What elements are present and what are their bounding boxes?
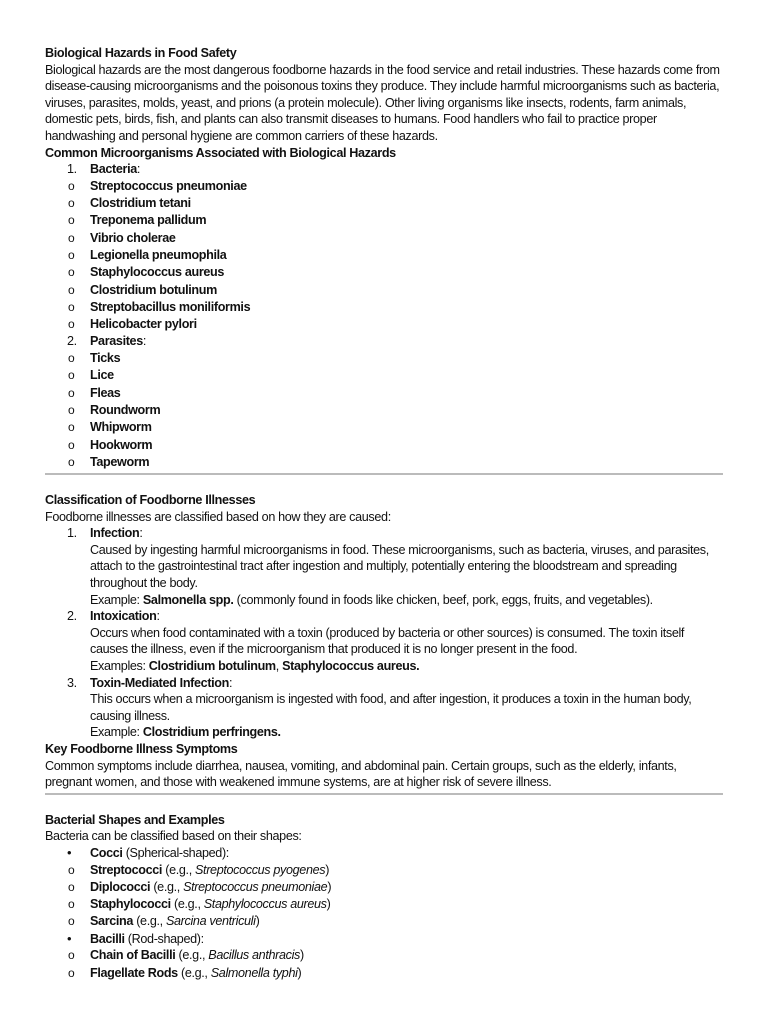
- bullet-mark: o: [68, 862, 75, 877]
- item-text: Treponema pallidum: [90, 213, 207, 228]
- item-text: Ticks: [90, 351, 121, 366]
- section-title: Biological Hazards in Food Safety: [45, 46, 237, 60]
- bullet-mark: •: [67, 844, 72, 860]
- bullet-mark: o: [68, 178, 75, 193]
- list-item: [0, 419, 723, 436]
- item-text: Tapeworm: [90, 454, 150, 469]
- bullet-mark: o: [68, 437, 75, 452]
- colon: :: [156, 609, 160, 624]
- list-label-desc: (Spherical-shaped):: [122, 845, 229, 860]
- list-label: Parasites: [90, 334, 143, 349]
- list-item: [0, 947, 723, 964]
- list-item-infection: [45, 525, 723, 608]
- bullet-mark: o: [68, 317, 75, 332]
- list-label: Bacteria: [90, 162, 137, 177]
- list-item-cocci: [45, 845, 723, 862]
- list-item-intoxication: [45, 608, 723, 674]
- list-item-bacteria: [45, 161, 723, 178]
- item-name: Chain of Bacilli: [90, 948, 176, 963]
- colon: :: [139, 526, 143, 541]
- section-classification: [45, 492, 723, 791]
- item-close: ): [299, 948, 304, 963]
- bullet-mark: o: [68, 368, 75, 383]
- item-example: Streptococcus pyogenes: [195, 862, 326, 877]
- section-intro: Biological hazards are the most dangerous foodborne hazards in the food service and retail industries. These hazards come from disease-causing microorganisms and the poisonous toxins they produce. They include harmful microorganisms such as bacteria, viruses, parasites, molds, yeast, and prions (a protein molecule). Other living organisms like insects, rodents, farm animals, domestic pets, birds, fish, and plants can also transmit diseases to humans. Food handlers who fail to practice proper handwashing and personal hygiene are common carriers of these hazards.: [45, 62, 720, 143]
- list-item: [0, 195, 723, 212]
- bullet-mark: o: [68, 914, 75, 929]
- item-eg: (e.g.,: [133, 914, 166, 929]
- item-eg: (e.g.,: [150, 879, 184, 894]
- list-label: Toxin-Mediated Infection: [90, 675, 229, 690]
- list-item: [0, 879, 723, 896]
- bullet-mark: o: [68, 385, 75, 400]
- item-name: Staphylococci: [90, 897, 171, 912]
- bullet-mark: o: [68, 897, 75, 912]
- item-text: Fleas: [90, 385, 121, 400]
- item-text: Vibrio cholerae: [90, 230, 176, 245]
- example-prefix: Example:: [90, 592, 143, 607]
- item-description: This occurs when a microorganism is ingested with food, and after ingestion, it produces a toxin in the human body, causing illness.: [90, 692, 692, 723]
- item-name: Flagellate Rods: [90, 965, 178, 980]
- document-page: [45, 45, 723, 982]
- bacilli-list: [45, 947, 723, 982]
- list-item: [0, 230, 723, 247]
- list-item: [0, 282, 723, 299]
- bullet-mark: o: [68, 282, 75, 297]
- item-text: Roundworm: [90, 402, 161, 417]
- bullet-mark: o: [68, 247, 75, 262]
- item-example: [90, 592, 723, 609]
- list-item: [0, 437, 723, 454]
- example-organism: Salmonella spp.: [142, 592, 234, 607]
- bullet-mark: •: [67, 930, 72, 946]
- list-item: [0, 247, 723, 264]
- bullet-mark: o: [68, 965, 75, 980]
- bullet-mark: o: [68, 948, 75, 963]
- example-prefix: Example:: [90, 725, 143, 740]
- list-item: [0, 212, 723, 229]
- list-item-toxin-mediated: [45, 675, 723, 741]
- list-item: [0, 316, 723, 333]
- item-text: Helicobacter pylori: [90, 317, 197, 332]
- item-example: Salmonella typhi: [210, 965, 298, 980]
- list-item-bacilli: [45, 931, 723, 948]
- bullet-mark: o: [68, 879, 75, 894]
- list-label-desc: (Rod-shaped):: [124, 931, 204, 946]
- item-close: ): [327, 879, 332, 894]
- list-item: [0, 367, 723, 384]
- bullet-mark: o: [68, 420, 75, 435]
- list-label: Bacilli: [90, 931, 125, 946]
- list-number: 2.: [67, 609, 77, 624]
- list-label: Intoxication: [90, 609, 157, 624]
- list-item: [0, 385, 723, 402]
- section-title: Classification of Foodborne Illnesses: [45, 493, 256, 508]
- parasites-list: [45, 350, 723, 471]
- subheading: Common Microorganisms Associated with Biological Hazards: [45, 145, 396, 160]
- bullet-mark: o: [68, 351, 75, 366]
- item-example: Bacillus anthracis: [208, 948, 300, 963]
- item-text: Streptobacillus moniliformis: [90, 299, 251, 314]
- bullet-mark: o: [68, 213, 75, 228]
- list-number: 3.: [67, 675, 77, 690]
- list-item: [0, 965, 723, 982]
- item-text: Lice: [90, 368, 114, 383]
- bullet-mark: o: [68, 230, 75, 245]
- item-eg: (e.g.,: [170, 897, 204, 912]
- item-eg: (e.g.,: [175, 948, 209, 963]
- item-text: Clostridium botulinum: [90, 282, 217, 297]
- section-intro: Bacteria can be classified based on their shapes:: [45, 829, 302, 844]
- bullet-mark: o: [68, 299, 75, 314]
- list-number: 1.: [67, 162, 77, 177]
- example-organism: Clostridium botulinum: [148, 659, 276, 674]
- item-text: Streptococcus pneumoniae: [90, 178, 247, 193]
- item-text: Hookworm: [90, 437, 153, 452]
- item-text: Whipworm: [90, 420, 152, 435]
- section-biological-hazards: [45, 45, 723, 471]
- colon: :: [142, 334, 147, 349]
- list-number: 2.: [67, 334, 77, 349]
- cocci-list: [45, 862, 723, 931]
- example-separator: ,: [275, 659, 283, 674]
- spacer: [45, 475, 723, 492]
- bacteria-list: [45, 178, 723, 334]
- bullet-mark: o: [68, 196, 75, 211]
- item-close: ): [326, 897, 331, 912]
- item-eg: (e.g.,: [162, 862, 195, 877]
- item-name: Diplococci: [90, 879, 151, 894]
- section-title: Bacterial Shapes and Examples: [45, 812, 225, 827]
- list-item: [0, 350, 723, 367]
- spacer: [45, 795, 723, 812]
- list-item: [0, 178, 723, 195]
- list-item: [0, 402, 723, 419]
- list-item: [0, 299, 723, 316]
- item-text: Legionella pneumophila: [90, 247, 227, 262]
- bullet-mark: o: [68, 265, 75, 280]
- item-name: Sarcina: [90, 914, 134, 929]
- item-text: Staphylococcus aureus: [90, 265, 225, 280]
- symptoms-text: Common symptoms include diarrhea, nausea, vomiting, and abdominal pain. Certain groups, such as the elderly, infants, pregnant women, and those with weakened immune systems, are at higher risk of severe illness.: [45, 758, 677, 790]
- list-number: 1.: [67, 526, 77, 541]
- item-example: [90, 724, 723, 741]
- section-intro: Foodborne illnesses are classified based on how they are caused:: [45, 509, 391, 524]
- item-description: Caused by ingesting harmful microorganisms in food. These microorganisms, such as bacteria, viruses, and parasites, attach to the gastrointestinal tract after ingestion and multiply, potentially entering the bloodstream and spreading throughout the body.: [90, 542, 709, 591]
- item-close: ): [325, 862, 330, 877]
- item-name: Streptococci: [90, 862, 163, 877]
- bullet-mark: o: [68, 454, 75, 469]
- list-item-parasites: [45, 333, 723, 350]
- item-close: ): [255, 914, 260, 929]
- bullet-mark: o: [68, 402, 75, 417]
- section-bacterial-shapes: [45, 812, 723, 982]
- item-example: Staphylococcus aureus: [203, 897, 327, 912]
- colon: :: [136, 162, 141, 177]
- item-eg: (e.g.,: [177, 965, 211, 980]
- subheading: Key Foodborne Illness Symptoms: [45, 742, 238, 756]
- item-close: ): [297, 965, 302, 980]
- list-item: [0, 913, 723, 930]
- item-description: Occurs when food contaminated with a toxin (produced by bacteria or other sources) is consumed. The toxin itself causes the illness, even if the microorganism that produced it is no longer present in the food.: [90, 625, 685, 657]
- item-example: [90, 658, 723, 675]
- example-organism: Staphylococcus aureus.: [282, 659, 420, 674]
- list-item: [0, 896, 723, 913]
- list-label: Cocci: [90, 845, 123, 860]
- list-label: Infection: [90, 526, 140, 541]
- list-item: [0, 862, 723, 879]
- list-item: [0, 454, 723, 471]
- example-prefix: Examples:: [90, 659, 149, 674]
- colon: :: [229, 675, 233, 690]
- item-text: Clostridium tetani: [90, 196, 191, 211]
- item-example: Streptococcus pneumoniae: [183, 879, 328, 894]
- example-suffix: (commonly found in foods like chicken, beef, pork, eggs, fruits, and vegetables).: [233, 592, 653, 607]
- list-item: [0, 264, 723, 281]
- example-organism: Clostridium perfringens.: [142, 725, 281, 740]
- item-example: Sarcina ventriculi: [165, 914, 256, 929]
